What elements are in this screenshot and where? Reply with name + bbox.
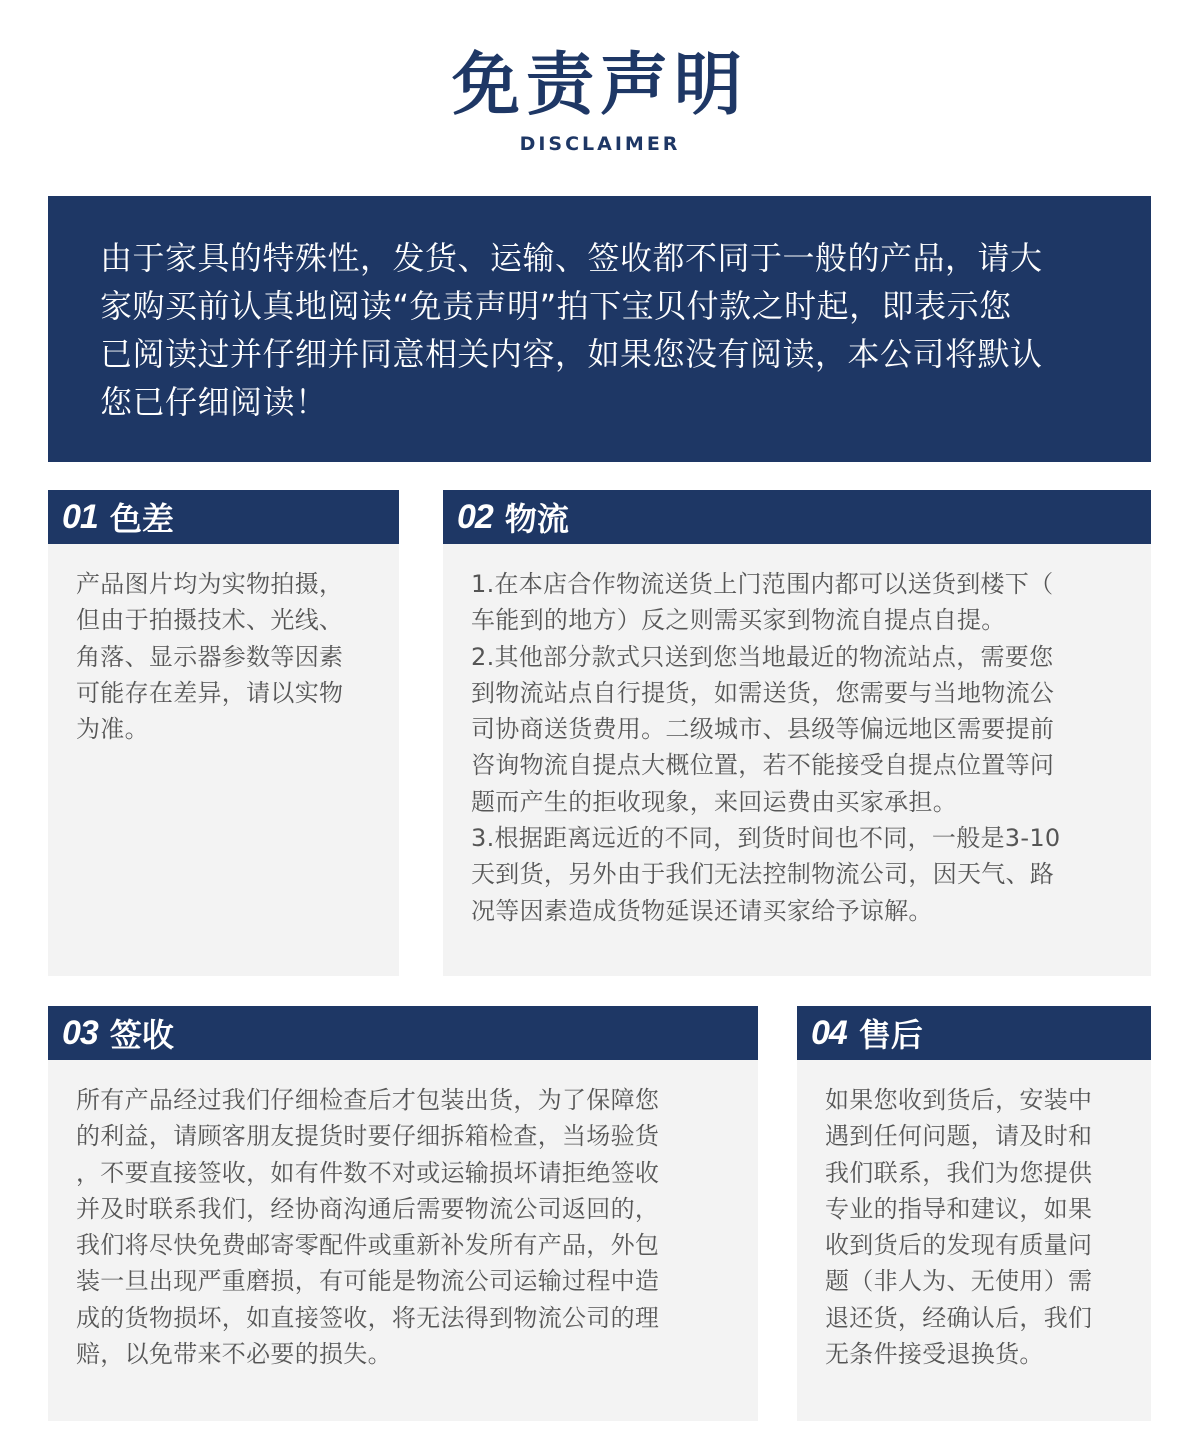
section-header <box>48 1006 758 1060</box>
section-line: 1.在本店合作物流送货上门范围内都可以送货到楼下（ <box>471 570 1054 598</box>
section-line: 题而产生的拒收现象，来回运费由买家承担。 <box>471 787 957 816</box>
section-line: 成的货物损坏，如直接签收，将无法得到物流公司的理 <box>76 1303 660 1332</box>
page-title: 免责声明 <box>451 46 748 125</box>
intro-line: 您已仔细阅读！ <box>100 383 328 421</box>
section-line: 角落、显示器参数等因素 <box>76 642 344 671</box>
section-header <box>443 490 1151 544</box>
intro-line: 由于家具的特殊性，发货、运输、签收都不同于一般的产品，请大 <box>100 239 1043 277</box>
section-line: 咨询物流自提点大概位置，若不能接受自提点位置等问 <box>471 751 1055 780</box>
section-title: 售后 <box>858 1016 923 1054</box>
section-line: 但由于拍摄技术、光线、 <box>76 606 344 635</box>
section-title: 签收 <box>109 1016 174 1054</box>
section-line: 无条件接受退换货。 <box>825 1340 1044 1369</box>
section-header <box>48 490 399 544</box>
section-line: 并及时联系我们，经协商沟通后需要物流公司返回的， <box>76 1194 660 1223</box>
section-line: 天到货，另外由于我们无法控制物流公司，因天气、路 <box>471 860 1055 889</box>
section-line: 赔，以免带来不必要的损失。 <box>76 1340 392 1369</box>
section-number: 03 <box>62 1013 98 1052</box>
intro-banner <box>48 196 1151 462</box>
section-line: 到物流站点自行提货，如需送货，您需要与当地物流公 <box>471 678 1055 707</box>
section-number: 02 <box>457 497 493 536</box>
section-body <box>443 544 1151 929</box>
section-title: 物流 <box>504 500 569 538</box>
section-number: 04 <box>811 1013 847 1052</box>
section-line: 退还货，经确认后，我们 <box>825 1303 1093 1332</box>
section-line: 如果您收到货后，安装中 <box>825 1086 1093 1114</box>
section-line: 2.其他部分款式只送到您当地最近的物流站点，需要您 <box>471 642 1054 671</box>
section-header <box>797 1006 1151 1060</box>
section-body <box>48 544 399 747</box>
section-signing <box>48 1006 758 1421</box>
section-line: 况等因素造成货物延误还请买家给予谅解。 <box>471 896 933 925</box>
section-line: 我们将尽快免费邮寄零配件或重新补发所有产品，外包 <box>76 1231 660 1260</box>
section-line: 的利益，请顾客朋友提货时要仔细拆箱检查，当场验货 <box>76 1122 660 1151</box>
section-line: 可能存在差异，请以实物 <box>76 678 344 707</box>
section-body <box>797 1060 1151 1372</box>
section-line: ，不要直接签收，如有件数不对或运输损坏请拒绝签收 <box>76 1158 660 1187</box>
section-after-sales <box>797 1006 1151 1421</box>
section-number: 01 <box>62 497 98 536</box>
intro-line: 家购买前认真地阅读“免责声明”拍下宝贝付款之时起，即表示您 <box>100 287 1012 325</box>
section-body <box>48 1060 758 1372</box>
section-line: 为准。 <box>76 715 149 744</box>
section-line: 3.根据距离远近的不同，到货时间也不同，一般是3-10 <box>471 824 1061 853</box>
section-line: 装一旦出现严重磨损，有可能是物流公司运输过程中造 <box>76 1267 660 1296</box>
section-title: 色差 <box>109 500 174 538</box>
section-line: 题（非人为、无使用）需 <box>825 1267 1093 1296</box>
page-subtitle: DISCLAIMER <box>519 133 681 155</box>
section-line: 专业的指导和建议，如果 <box>825 1194 1093 1223</box>
section-line: 所有产品经过我们仔细检查后才包装出货，为了保障您 <box>76 1086 660 1114</box>
section-line: 我们联系，我们为您提供 <box>825 1158 1093 1187</box>
section-line: 产品图片均为实物拍摄， <box>76 570 344 598</box>
section-line: 司协商送货费用。二级城市、县级等偏远地区需要提前 <box>471 715 1055 744</box>
section-line: 收到货后的发现有质量问 <box>825 1231 1093 1260</box>
section-line: 遇到任何问题，请及时和 <box>825 1122 1093 1151</box>
section-logistics <box>443 490 1151 976</box>
intro-line: 已阅读过并仔细并同意相关内容，如果您没有阅读，本公司将默认 <box>100 335 1043 373</box>
section-color-difference <box>48 490 399 976</box>
section-line: 车能到的地方）反之则需买家到物流自提点自提。 <box>471 606 1006 635</box>
